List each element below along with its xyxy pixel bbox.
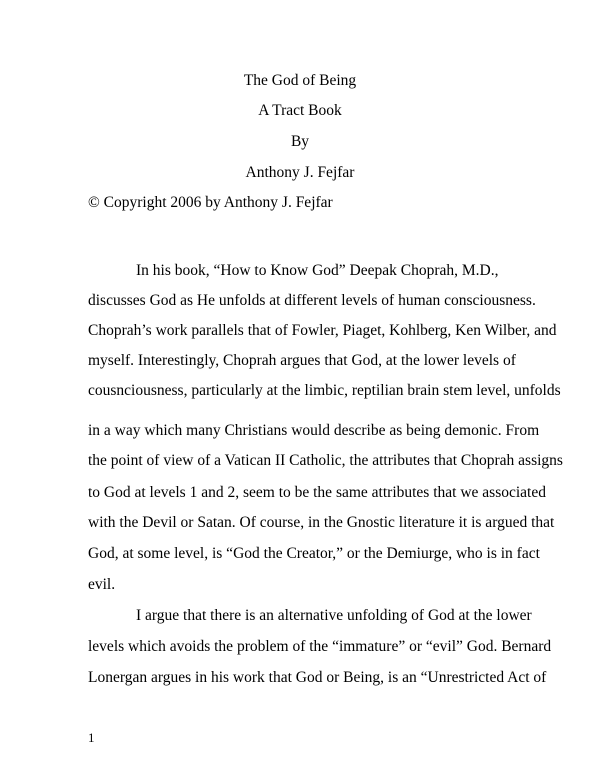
body-line: the point of view of a Vatican II Catholic, the attributes that Choprah assigns [88,452,563,469]
body-line: cousnciousness, particularly at the limbic, reptilian brain stem level, unfolds [88,382,561,399]
author-name: Anthony J. Fejfar [245,164,355,181]
body-line: levels which avoids the problem of the “immature” or “evil” God. Bernard [88,638,552,655]
body-line: In his book, “How to Know God” Deepak Choprah, M.D., [136,262,499,279]
body-line: God, at some level, is “God the Creator,” or the Demiurge, who is in fact [88,545,540,562]
body-line: in a way which many Christians would describe as being demonic. From [88,422,540,439]
body-line: Choprah’s work parallels that of Fowler, Piaget, Kohlberg, Ken Wilber, and [88,322,557,339]
body-line: I argue that there is an alternative unfolding of God at the lower [136,607,532,624]
byline-label: By [290,133,310,150]
body-line: with the Devil or Satan. Of course, in the Gnostic literature it is argued that [88,514,555,531]
body-line: Lonergan argues in his work that God or Being, is an “Unrestricted Act of [88,669,547,686]
body-line: evil. [88,576,116,593]
body-line: discusses God as He unfolds at different levels of human consciousness. [88,292,536,309]
page-number: 1 [88,730,95,745]
copyright-notice: © Copyright 2006 by Anthony J. Fejfar [88,194,333,211]
document-title: The God of Being [243,72,357,89]
body-line: myself. Interestingly, Choprah argues that God, at the lower levels of [88,352,516,369]
document-subtitle: A Tract Book [258,102,342,119]
body-line: to God at levels 1 and 2, seem to be the same attributes that we associated [88,484,546,501]
